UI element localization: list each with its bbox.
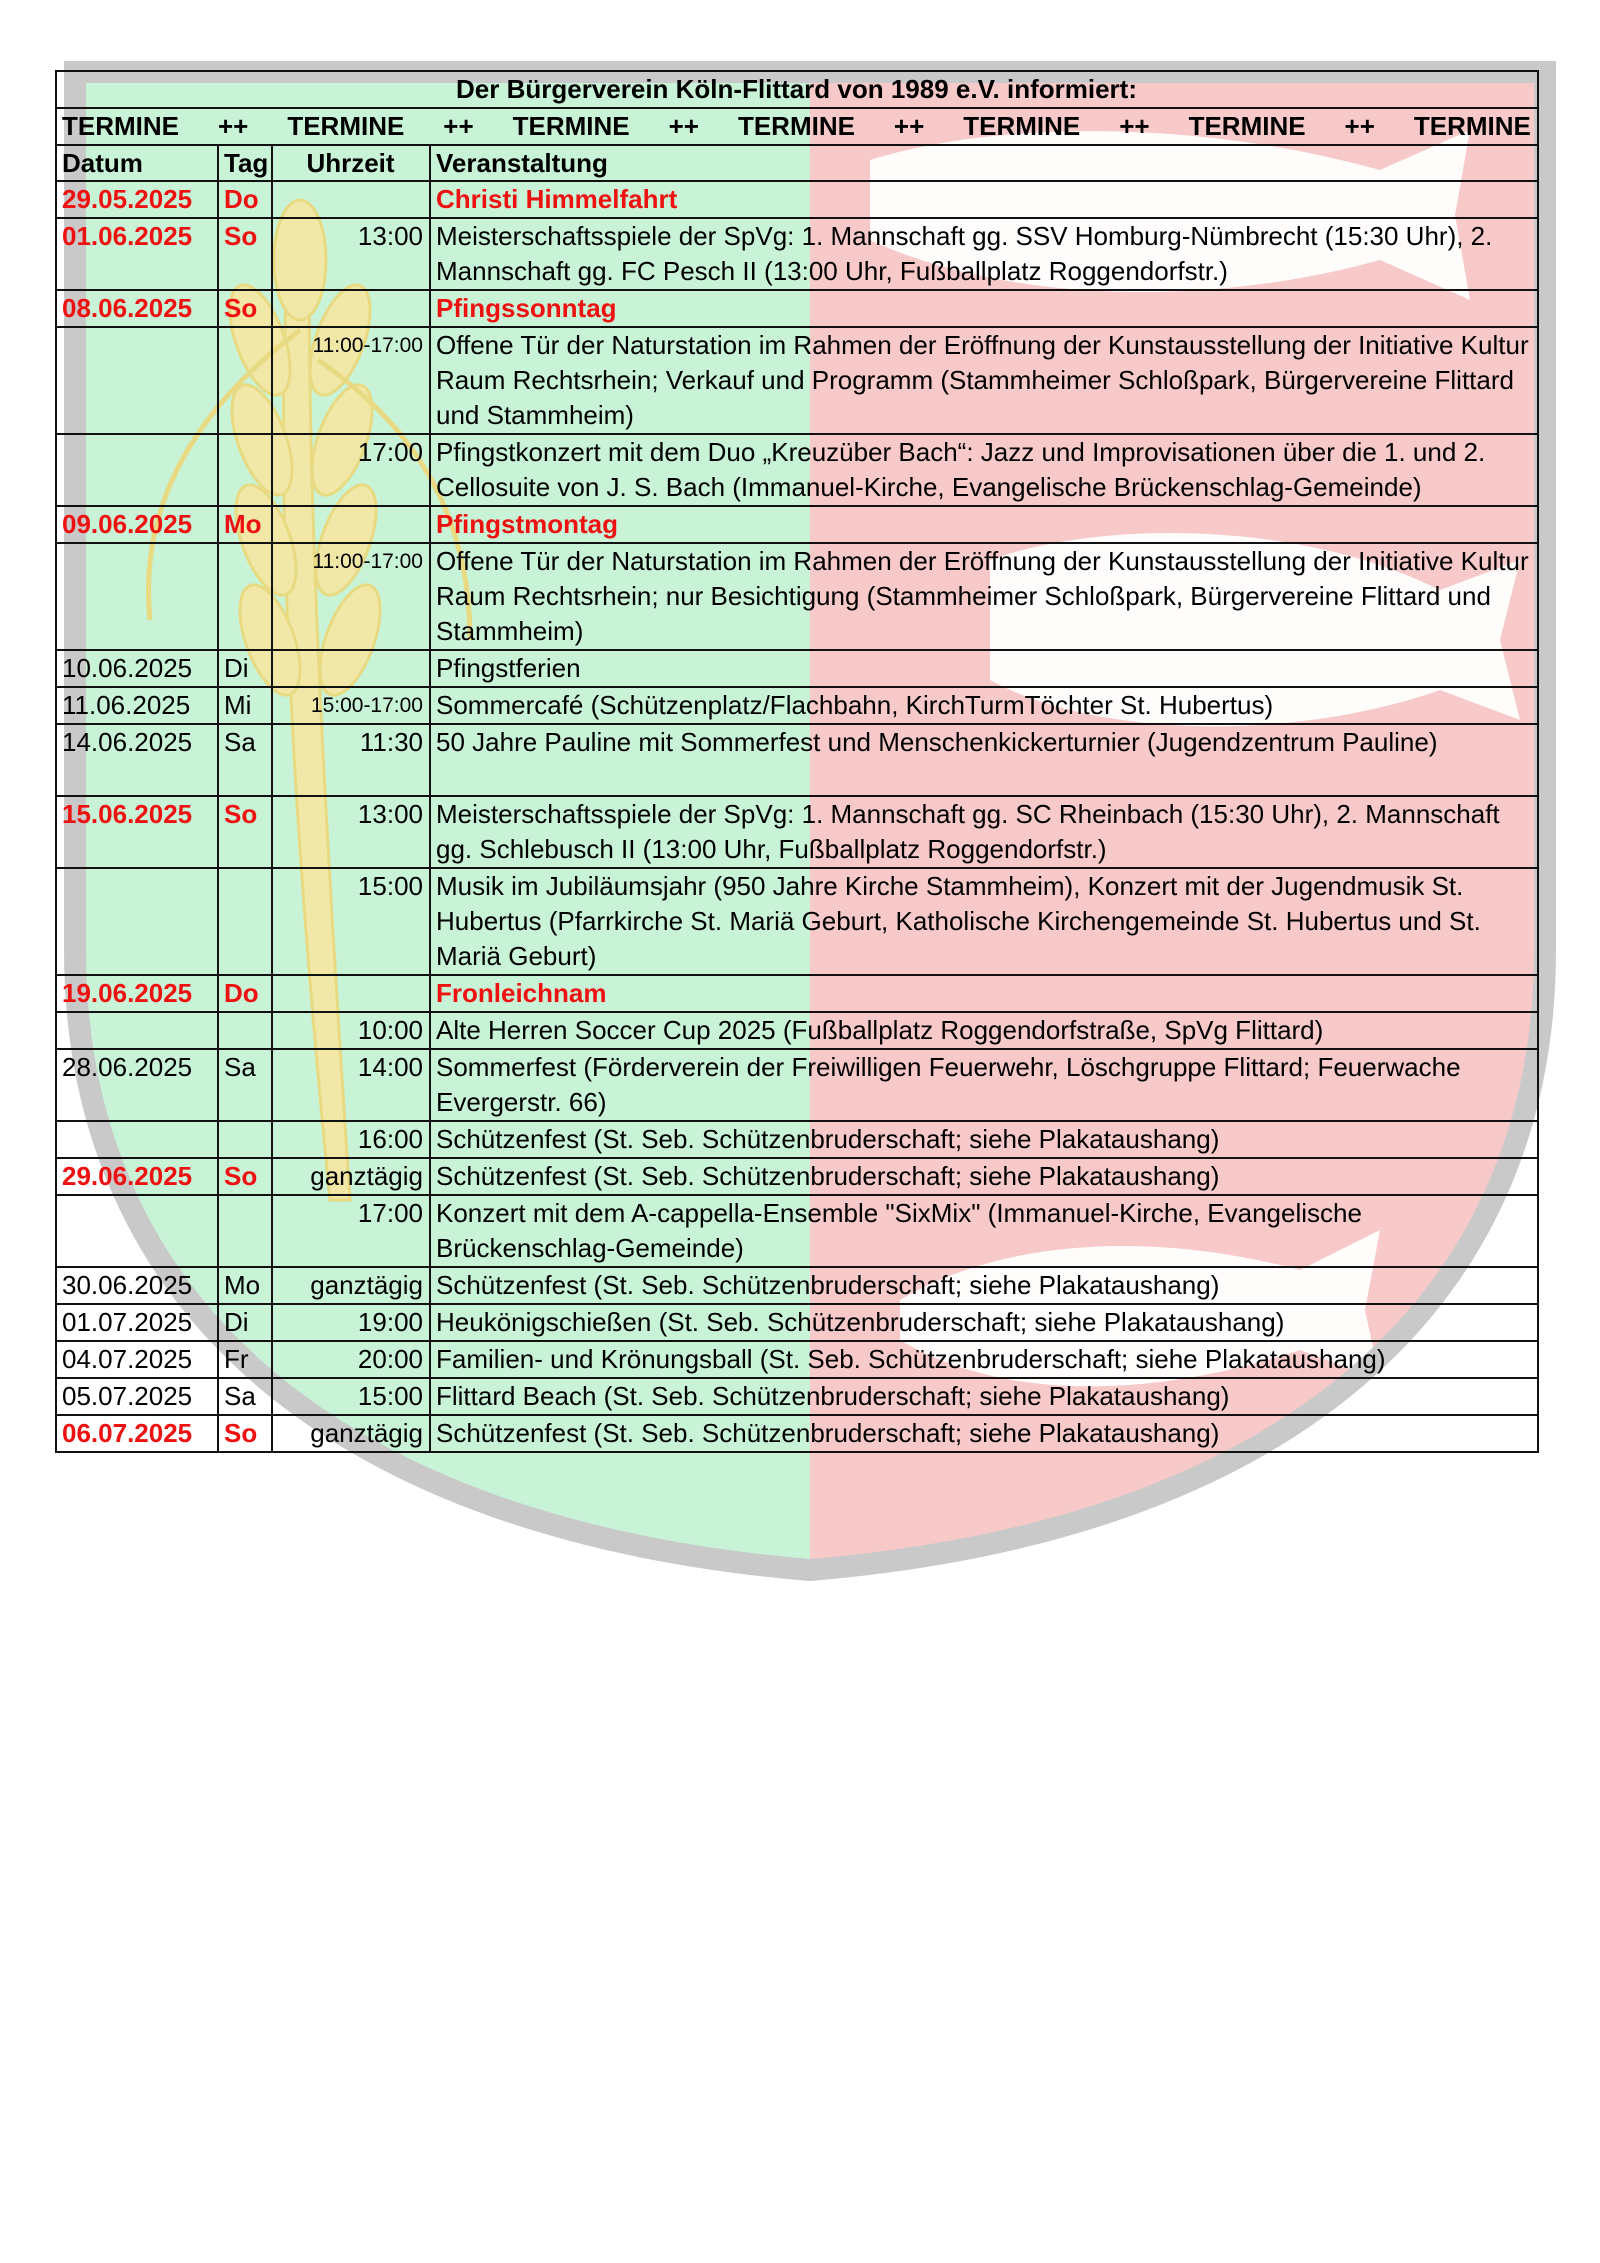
date-cell [56,1121,218,1158]
day-cell: Mo [218,506,272,543]
event-cell: Sommerfest (Förderverein der Freiwilligen Feuerwehr, Löschgruppe Flittard; Feuerwache Evergerstr. 66) [430,1049,1538,1121]
table-row [56,434,1538,506]
date-cell: 19.06.2025 [56,975,218,1012]
column-header-uhrzeit: Uhrzeit [272,145,430,181]
day-cell: Fr [218,1341,272,1378]
day-cell: So [218,290,272,327]
time-cell: 11:00-17:00 [272,543,430,650]
time-cell: 14:00 [272,1049,430,1121]
table-row [56,1415,1538,1452]
time-cell [272,290,430,327]
table-row [56,868,1538,975]
table-row [56,1012,1538,1049]
event-cell: Pfingstkonzert mit dem Duo „Kreuzüber Bach“: Jazz und Improvisationen über die 1. und 2. Cellosuite von J. S. Bach (Immanuel-Kirche, Evangelische Brückenschlag-Gemeinde) [430,434,1538,506]
table-row [56,1378,1538,1415]
date-cell [56,327,218,434]
table-row [56,290,1538,327]
time-cell: 17:00 [272,1195,430,1267]
date-cell [56,1012,218,1049]
time-cell: 15:00-17:00 [272,687,430,724]
event-cell: Offene Tür der Naturstation im Rahmen der Eröffnung der Kunstausstellung der Initiative Kultur Raum Rechtsrhein; nur Besichtigung (Stammheimer Schloßpark, Bürgervereine Flittard und Stammheim) [430,543,1538,650]
table-row [56,1304,1538,1341]
date-cell: 01.07.2025 [56,1304,218,1341]
banner-separator: ++ [668,111,699,141]
time-cell [272,975,430,1012]
date-cell [56,434,218,506]
table-row [56,1049,1538,1121]
time-cell: 11:30 [272,724,430,796]
banner-word: TERMINE [62,111,179,141]
table-row [56,218,1538,290]
date-cell: 15.06.2025 [56,796,218,868]
table-row [56,687,1538,724]
banner-separator: ++ [443,111,474,141]
date-cell: 01.06.2025 [56,218,218,290]
event-cell: Heukönigschießen (St. Seb. Schützenbruderschaft; siehe Plakataushang) [430,1304,1538,1341]
event-cell: Pfingstferien [430,650,1538,687]
banner-word: TERMINE [963,111,1081,141]
time-cell: 11:00-17:00 [272,327,430,434]
banner-separator: ++ [893,111,925,141]
table-row [56,1158,1538,1195]
day-cell [218,327,272,434]
day-cell: So [218,1415,272,1452]
date-cell: 28.06.2025 [56,1049,218,1121]
time-cell: 16:00 [272,1121,430,1158]
day-cell: Do [218,181,272,218]
event-cell: Konzert mit dem A-cappella-Ensemble "SixMix" (Immanuel-Kirche, Evangelische Brückenschlag-Gemeinde) [430,1195,1538,1267]
day-cell [218,1012,272,1049]
table-row [56,796,1538,868]
date-cell: 11.06.2025 [56,687,218,724]
table-row [56,1195,1538,1267]
event-cell: Offene Tür der Naturstation im Rahmen der Eröffnung der Kunstausstellung der Initiative Kultur Raum Rechtsrhein; Verkauf und Programm (Stammheimer Schloßpark, Bürgervereine Flittard und Stammheim) [430,327,1538,434]
column-header-datum: Datum [56,145,218,181]
day-cell: So [218,218,272,290]
event-cell: Schützenfest (St. Seb. Schützenbruderschaft; siehe Plakataushang) [430,1267,1538,1304]
event-cell: Schützenfest (St. Seb. Schützenbruderschaft; siehe Plakataushang) [430,1415,1538,1452]
page-title: Der Bürgerverein Köln-Flittard von 1989 e.V. informiert: [56,71,1538,108]
banner-word: TERMINE [1188,111,1306,141]
events-table [55,70,1539,1453]
date-cell: 05.07.2025 [56,1378,218,1415]
table-row [56,543,1538,650]
date-cell [56,1195,218,1267]
event-cell: Alte Herren Soccer Cup 2025 (Fußballplatz Roggendorfstraße, SpVg Flittard) [430,1012,1538,1049]
banner-word: TERMINE [737,111,855,141]
day-cell [218,1121,272,1158]
time-cell: 20:00 [272,1341,430,1378]
time-cell: ganztägig [272,1158,430,1195]
day-cell: So [218,796,272,868]
date-cell: 29.06.2025 [56,1158,218,1195]
table-row [56,1121,1538,1158]
table-row [56,975,1538,1012]
day-cell: Sa [218,724,272,796]
date-cell: 08.06.2025 [56,290,218,327]
event-cell: Schützenfest (St. Seb. Schützenbruderschaft; siehe Plakataushang) [430,1121,1538,1158]
day-cell: Mo [218,1267,272,1304]
time-cell [272,181,430,218]
event-cell: Fronleichnam [430,975,1538,1012]
time-cell: 19:00 [272,1304,430,1341]
day-cell: So [218,1158,272,1195]
time-cell: 13:00 [272,218,430,290]
day-cell: Do [218,975,272,1012]
table-row [56,181,1538,218]
event-cell: Flittard Beach (St. Seb. Schützenbruderschaft; siehe Plakataushang) [430,1378,1538,1415]
column-header-tag: Tag [218,145,272,181]
event-cell: Sommercafé (Schützenplatz/Flachbahn, KirchTurmTöchter St. Hubertus) [430,687,1538,724]
banner-word: TERMINE [287,111,405,141]
time-cell: ganztägig [272,1415,430,1452]
day-cell [218,868,272,975]
day-cell [218,1195,272,1267]
event-cell: Pfingssonntag [430,290,1538,327]
banner-separator: ++ [1119,111,1150,141]
table-header-row [56,145,1538,181]
time-cell: 10:00 [272,1012,430,1049]
event-cell: Schützenfest (St. Seb. Schützenbruderschaft; siehe Plakataushang) [430,1158,1538,1195]
time-cell: 17:00 [272,434,430,506]
event-cell: Christi Himmelfahrt [430,181,1538,218]
column-header-veranstaltung: Veranstaltung [430,145,1538,181]
event-cell: Meisterschaftsspiele der SpVg: 1. Mannschaft gg. SSV Homburg-Nümbrecht (15:30 Uhr), 2. Mannschaft gg. FC Pesch II (13:00 Uhr, Fußballplatz Roggendorfstr.) [430,218,1538,290]
event-cell: 50 Jahre Pauline mit Sommerfest und Menschenkickerturnier (Jugendzentrum Pauline) [430,724,1538,796]
day-cell: Sa [218,1378,272,1415]
time-cell: ganztägig [272,1267,430,1304]
event-cell: Pfingstmontag [430,506,1538,543]
date-cell [56,543,218,650]
date-cell: 06.07.2025 [56,1415,218,1452]
event-cell: Familien- und Krönungsball (St. Seb. Schützenbruderschaft; siehe Plakataushang) [430,1341,1538,1378]
table-row [56,650,1538,687]
day-cell [218,434,272,506]
time-cell: 15:00 [272,868,430,975]
banner-separator: ++ [217,111,249,141]
day-cell: Di [218,650,272,687]
date-cell: 10.06.2025 [56,650,218,687]
day-cell: Mi [218,687,272,724]
time-cell [272,650,430,687]
date-cell: 29.05.2025 [56,181,218,218]
date-cell: 04.07.2025 [56,1341,218,1378]
table-row [56,724,1538,796]
table-row [56,1341,1538,1378]
table-row [56,506,1538,543]
date-cell [56,868,218,975]
day-cell [218,543,272,650]
table-row [56,327,1538,434]
date-cell: 14.06.2025 [56,724,218,796]
event-cell: Meisterschaftsspiele der SpVg: 1. Mannschaft gg. SC Rheinbach (15:30 Uhr), 2. Mannschaft gg. Schlebusch II (13:00 Uhr, Fußballplatz Roggendorfstr.) [430,796,1538,868]
time-cell: 15:00 [272,1378,430,1415]
day-cell: Sa [218,1049,272,1121]
table-row [56,1267,1538,1304]
event-cell: Musik im Jubiläumsjahr (950 Jahre Kirche Stammheim), Konzert mit der Jugendmusik St. Hubertus (Pfarrkirche St. Mariä Geburt, Katholische Kirchengemeinde St. Hubertus und St. Mariä Geburt) [430,868,1538,975]
time-cell: 13:00 [272,796,430,868]
date-cell: 30.06.2025 [56,1267,218,1304]
termine-banner [56,108,1538,145]
banner-word: TERMINE [512,111,630,141]
schedule-sheet [55,70,1537,1453]
banner-separator: ++ [1344,111,1375,141]
banner-word: TERMINE [1413,111,1531,141]
time-cell [272,506,430,543]
day-cell: Di [218,1304,272,1341]
date-cell: 09.06.2025 [56,506,218,543]
